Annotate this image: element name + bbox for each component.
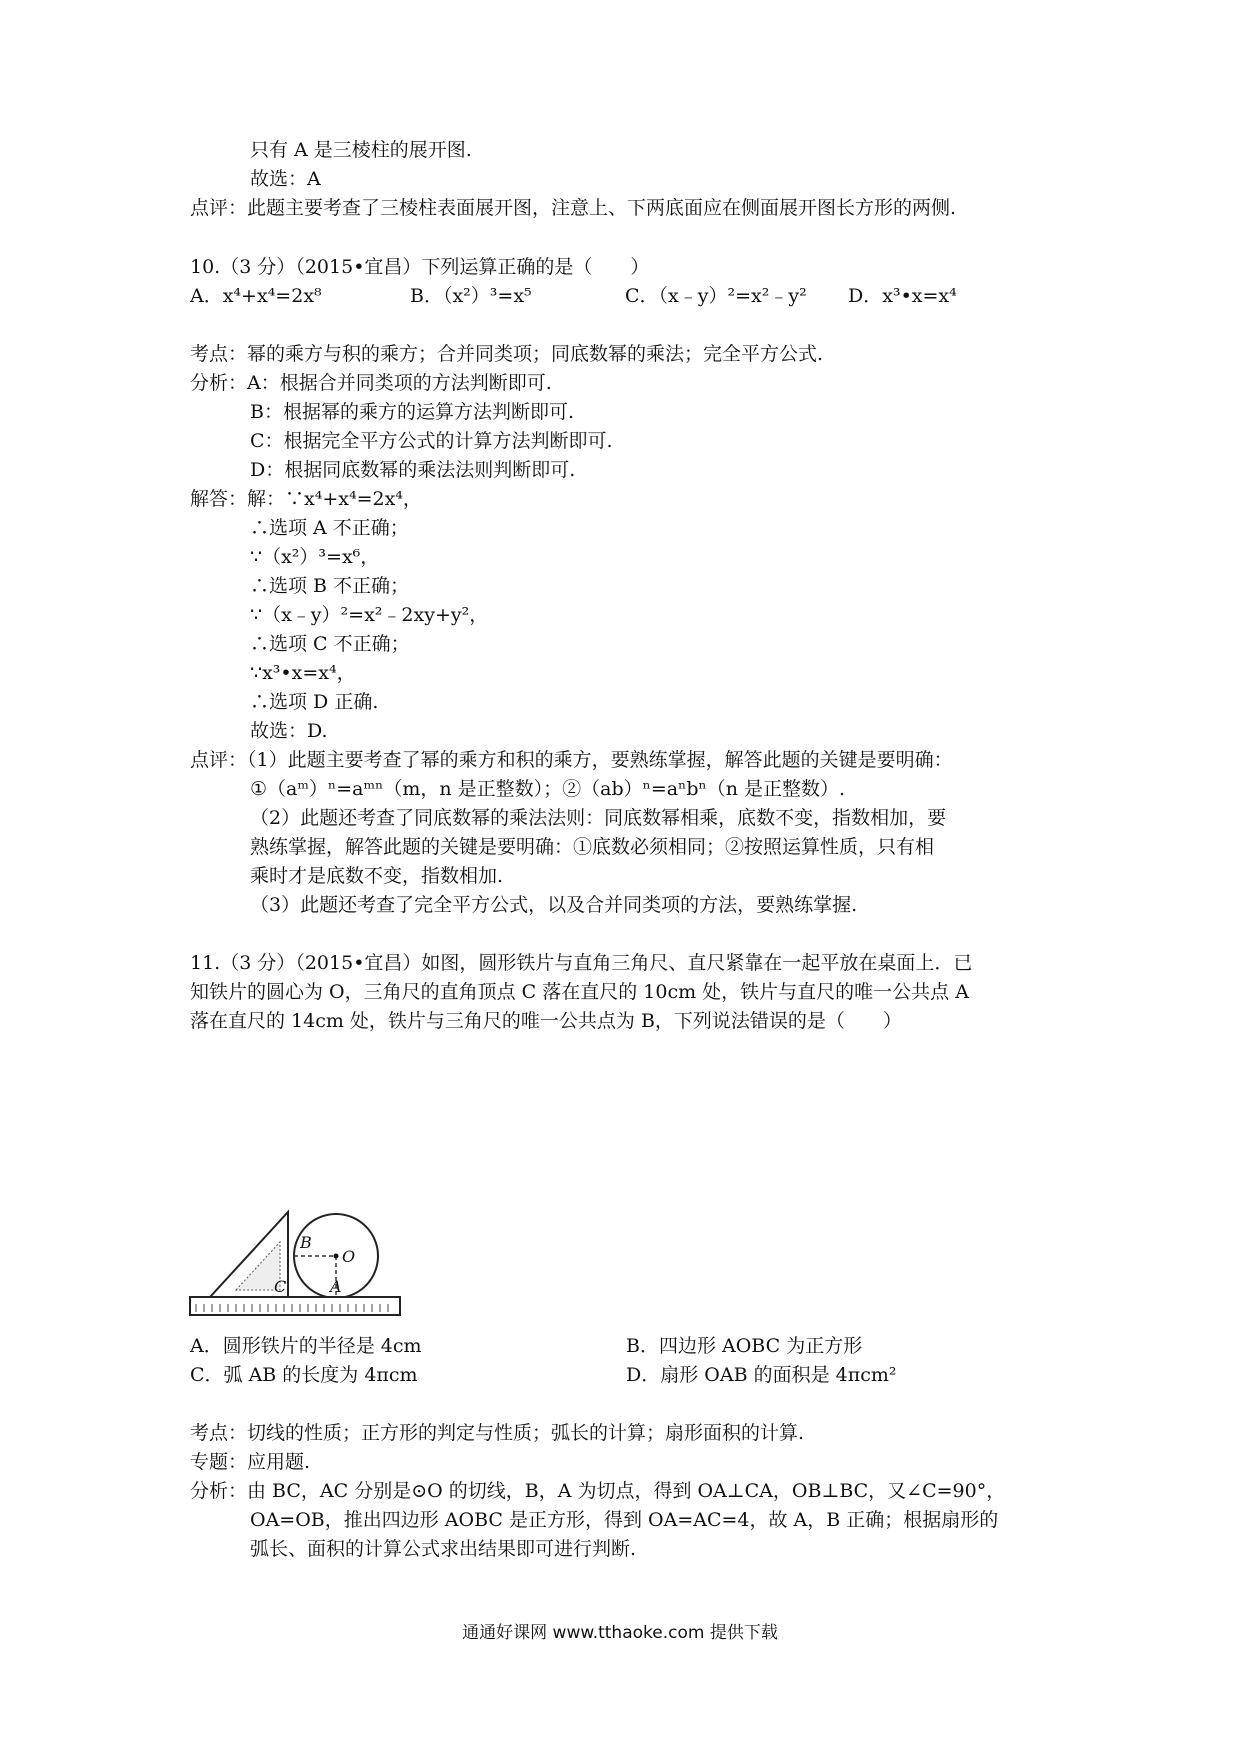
q10-analysis-line: B：根据幂的乘方的运算方法判断即可.	[250, 401, 575, 423]
q10-solution-line: ∵（x²）³=x⁶，	[250, 546, 380, 568]
q10-solution-line: ∴选项 A 不正确；	[250, 517, 409, 539]
label-o: O	[342, 1247, 356, 1266]
q10-solution-line: 解答：解：∵x⁴+x⁴=2x⁴，	[190, 488, 422, 510]
q10-comment-line: 乘时才是底数不变，指数相加.	[250, 865, 504, 887]
q10-stem: 10.（3 分）（2015•宜昌）下列运算正确的是（ ）	[190, 256, 650, 278]
q9-choice: 故选：A	[250, 168, 321, 190]
q11-analysis-line: 弧长、面积的计算公式求出结果即可进行判断.	[250, 1538, 637, 1560]
center-point	[334, 1254, 339, 1259]
q11-figure	[188, 1208, 403, 1318]
q10-kaodian: 考点：幂的乘方与积的乘方；合并同类项；同底数幂的乘法；完全平方公式.	[190, 343, 824, 365]
q11-kaodian: 考点：切线的性质；正方形的判定与性质；弧长的计算；扇形面积的计算.	[190, 1422, 805, 1444]
q10-comment-line: ①（aᵐ）ⁿ=aᵐⁿ（m，n 是正整数）；②（ab）ⁿ=aⁿbⁿ（n 是正整数）.	[250, 778, 846, 800]
q10-solution-line: 故选：D.	[250, 720, 328, 742]
q10-solution-line: ∴选项 C 不正确；	[250, 633, 410, 655]
q10-solution-line: ∴选项 B 不正确；	[250, 575, 410, 597]
q10-analysis-line: D：根据同底数幂的乘法法则判断即可.	[250, 459, 576, 481]
q10-option-d: D．x³•x=x⁴	[848, 285, 957, 307]
q9-comment: 点评：此题主要考查了三棱柱表面展开图，注意上、下两底面应在侧面展开图长方形的两侧.	[190, 197, 957, 219]
straight-ruler	[190, 1297, 400, 1315]
q10-comment-line: 点评：（1）此题主要考查了幂的乘方和积的乘方，要熟练掌握，解答此题的关键是要明确：	[190, 749, 953, 771]
q11-stem-line: 11.（3 分）（2015•宜昌）如图，圆形铁片与直角三角尺、直尺紧靠在一起平放在桌面上．已	[190, 952, 973, 974]
q11-option-a: A．圆形铁片的半径是 4cm	[190, 1335, 422, 1357]
q11-zhuanti: 专题：应用题.	[190, 1451, 311, 1473]
q10-comment-line: （2）此题还考查了同底数幂的乘法法则：同底数幂相乘，底数不变，指数相加，要	[250, 807, 947, 829]
page-footer: 通通好课网 www.tthaoke.com 提供下载	[462, 1623, 778, 1643]
q10-option-c: C．（x﹣y）²=x²﹣y²	[625, 285, 807, 307]
q11-option-c: C．弧 AB 的长度为 4πcm	[190, 1364, 418, 1386]
q11-stem-line: 落在直尺的 14cm 处，铁片与三角尺的唯一公共点为 B，下列说法错误的是（ ）	[190, 1010, 902, 1032]
q10-comment-line: 熟练掌握，解答此题的关键是要明确：①底数必须相同；②按照运算性质，只有相	[250, 836, 935, 858]
q10-analysis-line: 分析：A：根据合并同类项的方法判断即可.	[190, 372, 552, 394]
q11-option-d: D．扇形 OAB 的面积是 4πcm²	[626, 1364, 897, 1386]
q10-solution-line: ∴选项 D 正确.	[250, 691, 379, 713]
q10-comment-line: （3）此题还考查了完全平方公式，以及合并同类项的方法，要熟练掌握.	[250, 894, 858, 916]
q10-analysis-line: C：根据完全平方公式的计算方法判断即可.	[250, 430, 613, 452]
q10-option-a: A．x⁴+x⁴=2x⁸	[190, 285, 322, 307]
q11-analysis-line: OA=OB，推出四边形 AOBC 是正方形，得到 OA=AC=4，故 A，B 正确；根据扇形的	[250, 1509, 999, 1531]
label-a: A	[330, 1277, 342, 1296]
q9-line: 只有 A 是三棱柱的展开图.	[250, 139, 472, 161]
label-c: C	[274, 1277, 287, 1296]
q10-solution-line: ∵x³•x=x⁴，	[250, 662, 356, 684]
q10-option-b: B．（x²）³=x⁵	[410, 285, 532, 307]
label-b: B	[300, 1233, 312, 1252]
q11-option-b: B．四边形 AOBC 为正方形	[626, 1335, 863, 1357]
q11-stem-line: 知铁片的圆心为 O，三角尺的直角顶点 C 落在直尺的 10cm 处，铁片与直尺的唯一公共点 A	[190, 981, 969, 1003]
q11-analysis-line: 分析：由 BC，AC 分别是⊙O 的切线，B，A 为切点，得到 OA⊥CA，OB⊥BC，又∠C=90°，	[190, 1480, 1006, 1502]
q10-solution-line: ∵（x﹣y）²=x²﹣2xy+y²，	[250, 604, 489, 626]
